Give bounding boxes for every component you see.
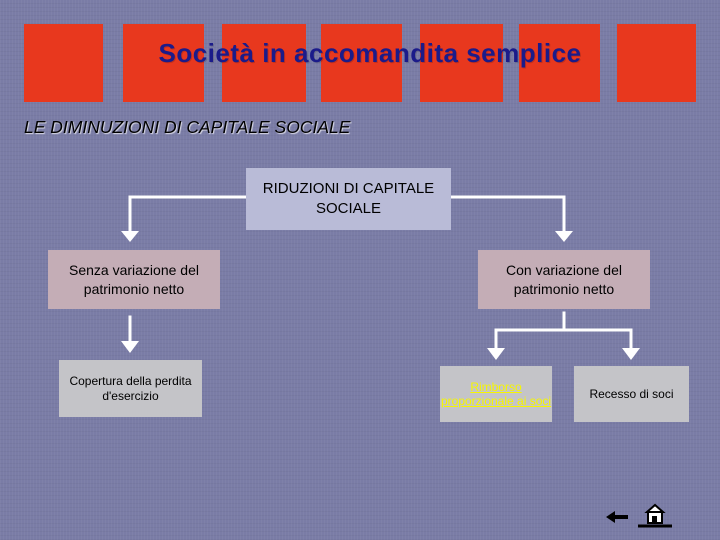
arrowhead-icon [487,348,505,360]
left-leaf-node [59,360,202,417]
left-branch-node [48,250,220,309]
right-leaf-node [574,366,689,422]
root-node [246,168,451,230]
slide-title: Società in accomandita semplice [158,38,582,68]
home-icon [637,502,673,528]
right-leaf-link-label[interactable]: Rimborso proporzionale ai soci [440,380,552,408]
right-leaf-node-link[interactable] [440,366,552,422]
slide-subtitle: LE DIMINUZIONI DI CAPITALE SOCIALE [24,117,351,137]
right-branch-label: Con variazione del patrimonio netto [506,261,622,297]
arrowhead-icon [121,341,139,353]
back-button[interactable] [604,508,630,526]
back-arrow-icon [604,508,630,526]
home-button[interactable] [637,502,673,528]
connector-root-left [130,197,246,236]
right-leaf-label: Recesso di soci [589,386,674,401]
arrowhead-icon [622,348,640,360]
connector-root-right [451,197,564,236]
left-branch-label: Senza variazione del patrimonio netto [69,261,199,297]
arrowhead-icon [555,231,573,242]
root-node-label: RIDUZIONI DI CAPITALE SOCIALE [262,180,435,217]
left-leaf-label: Copertura della perdita d'esercizio [69,373,192,403]
right-branch-node [478,250,650,309]
arrowhead-icon [121,231,139,242]
connector-right-split [496,330,631,352]
